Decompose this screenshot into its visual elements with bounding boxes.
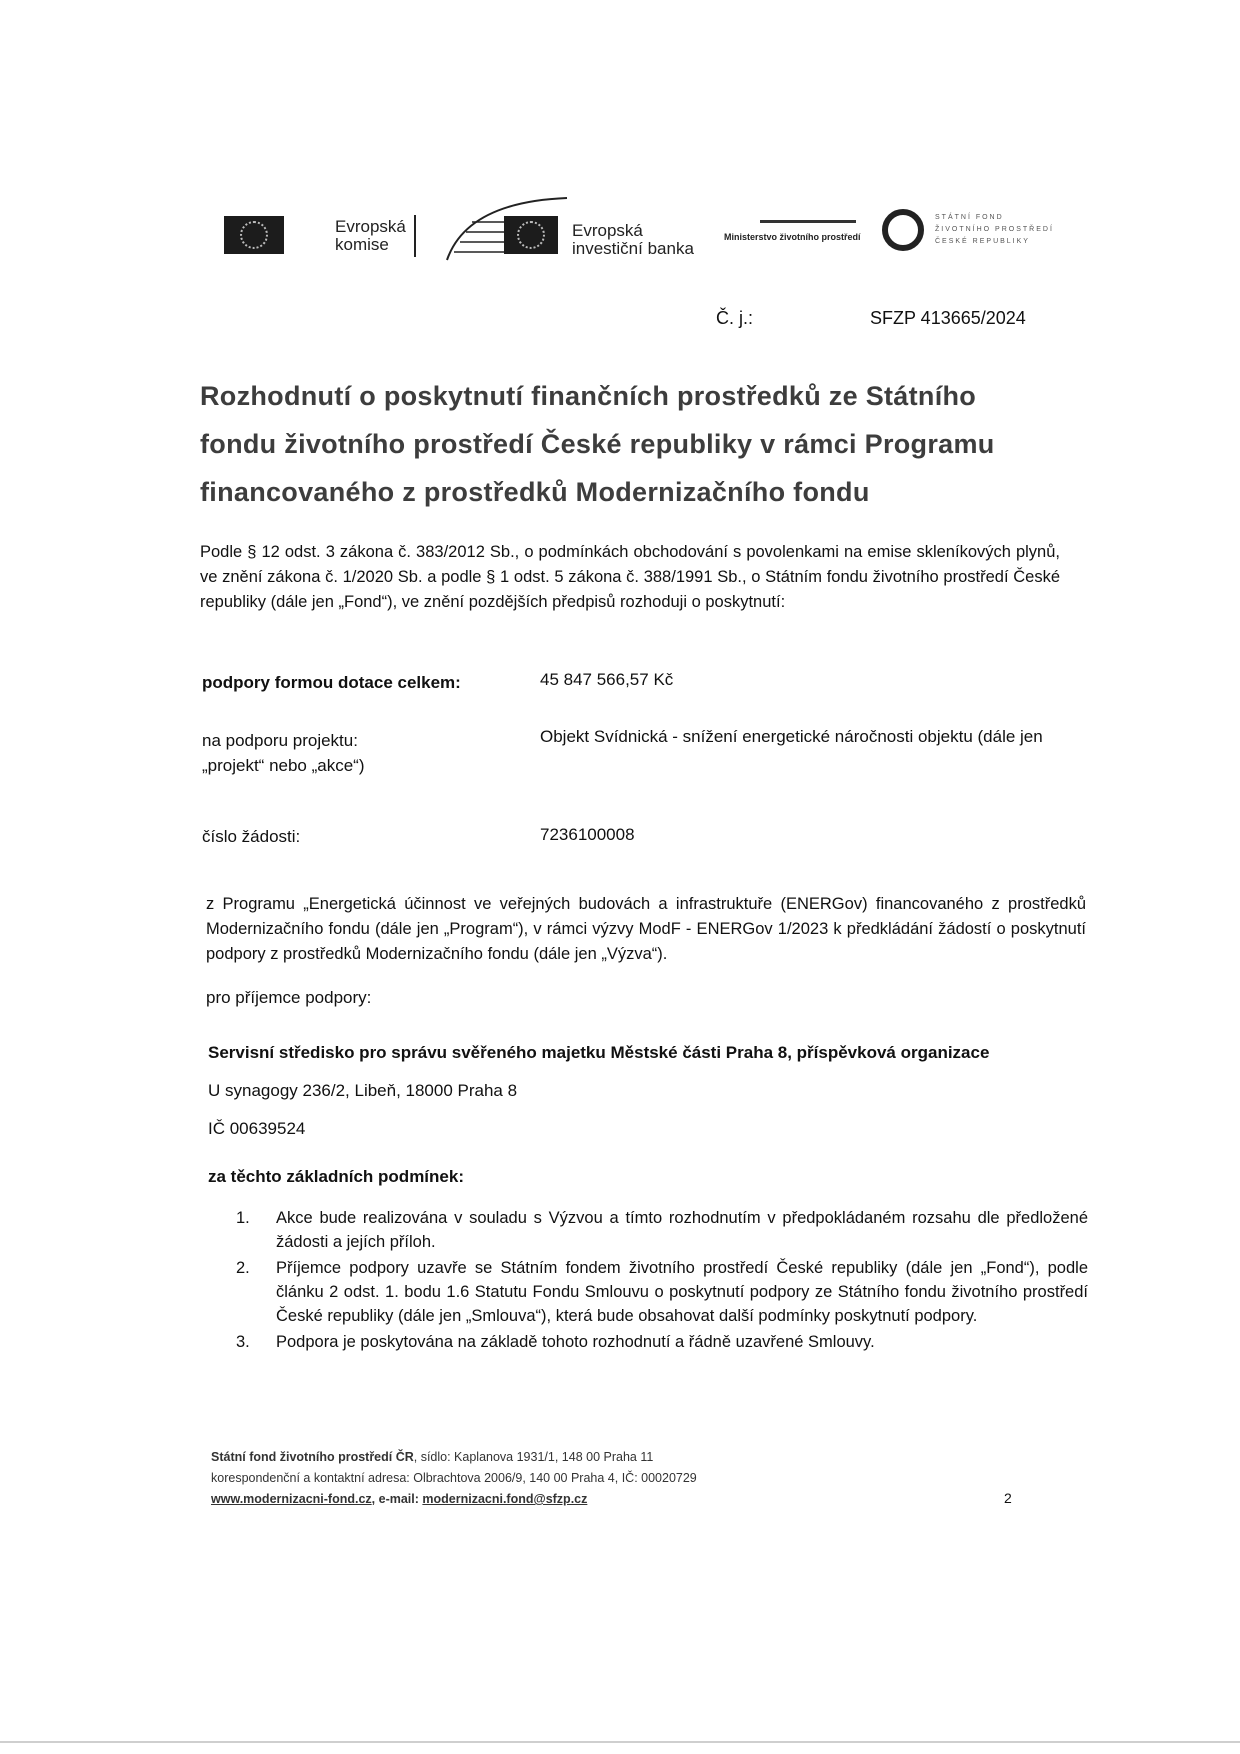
footer-email-label: , e-mail:: [371, 1492, 423, 1506]
project-value: Objekt Svídnická - snížení energetické náročnosti objektu (dále jen: [540, 727, 1043, 746]
intro-paragraph: Podle § 12 odst. 3 zákona č. 383/2012 Sb., o podmínkách obchodování s povolenkami na emise skleníkových plynů, ve znění zákona č. 1/2020 Sb. a podle § 1 odst. 5 zákona č. 388/1991 Sb., o Státním fondu životního prostředí České republiky (dále jen „Fond“), ve znění pozdějších předpisů rozhoduji o poskytnutí:: [200, 543, 1060, 611]
conditions-heading: za těchto základních podmínek:: [208, 1167, 464, 1186]
list-item-number: 3.: [236, 1333, 250, 1351]
list-item-text: Podpora je poskytována na základě tohoto rozhodnutí a řádně uzavřené Smlouvy.: [276, 1333, 875, 1351]
footer-web-link[interactable]: www.modernizacni-fond.cz: [211, 1492, 372, 1506]
logo-sfzp-text: STÁTNÍ FOND ŽIVOTNÍHO PROSTŘEDÍ ČESKÉ REPUBLIKY: [935, 214, 1054, 245]
recipient-label: pro příjemce podpory:: [206, 988, 372, 1007]
list-item-text: Akce bude realizována v souladu s Výzvou a tímto rozhodnutím v předpokládaném rozsahu dle předložené žádosti a jejích příloh.: [276, 1209, 1088, 1251]
list-item-text: Příjemce podpory uzavře se Státním fondem životního prostředí České republiky (dále jen „Fond“), podle článku 2 odst. 1. bodu 1.6 Statutu Fondu Smlouvu o poskytnutí podpory ze Státního fondu životního prostředí České republiky (dále jen „Smlouva“), která bude obsahovat další podmínky poskytnutí podpory.: [276, 1259, 1088, 1325]
page-number: 2: [1004, 1490, 1012, 1506]
recipient-address: U synagogy 236/2, Libeň, 18000 Praha 8: [208, 1081, 518, 1100]
logo-evropska-investicni-banka: Evropská investiční banka: [572, 221, 694, 258]
request-label: číslo žádosti:: [202, 827, 301, 846]
eib-flag-icon: [504, 216, 558, 254]
conditions-list: [236, 1206, 1088, 1356]
mzp-line: [760, 220, 856, 223]
footer-line-3: [211, 1489, 771, 1510]
list-item: [236, 1330, 1088, 1354]
document-title: [200, 372, 1100, 516]
list-item-number: 2.: [236, 1259, 250, 1277]
support-label: podpory formou dotace celkem:: [202, 673, 461, 692]
request-value: 7236100008: [540, 825, 635, 844]
logo-ministerstvo: Ministerstvo životního prostředí: [724, 232, 861, 242]
recipient-name: Servisní středisko pro správu svěřeného majetku Městské části Praha 8, příspěvková organizace: [208, 1043, 990, 1062]
reference-value: SFZP 413665/2024: [870, 308, 1026, 328]
recipient-ic: IČ 00639524: [208, 1119, 306, 1138]
eu-flag-icon: [224, 216, 284, 254]
footer-line-1: [211, 1447, 771, 1468]
support-value: 45 847 566,57 Kč: [540, 670, 674, 689]
list-item: [236, 1206, 1088, 1254]
reference-label: Č. j.:: [716, 308, 754, 328]
program-paragraph: z Programu „Energetická účinnost ve veřejných budovách a infrastruktuře (ENERGov) financovaného z prostředků Modernizačního fondu (dále jen „Program“), v rámci výzvy ModF - ENERGov 1/2023 k předkládání žádostí o poskytnutí podpory z prostředků Modernizačního fondu (dále jen „Výzva“).: [206, 895, 1086, 963]
footer: [211, 1447, 771, 1510]
project-label: na podporu projektu: „projekt“ nebo „akce“): [202, 731, 365, 775]
footer-email-link[interactable]: modernizacni.fond@sfzp.cz: [422, 1492, 588, 1506]
sfzp-logo-icon: [881, 208, 925, 252]
title-line-2: fondu životního prostředí České republiky v rámci Programu: [200, 429, 995, 459]
logo-evropska-komise: Evropská komise: [335, 217, 406, 254]
scan-edge-line: [0, 1741, 1240, 1743]
list-item-number: 1.: [236, 1209, 250, 1227]
footer-org: Státní fond životního prostředí ČR: [211, 1450, 414, 1464]
list-item: [236, 1256, 1088, 1328]
title-line-3: financovaného z prostředků Modernizačního fondu: [200, 477, 870, 507]
logo-divider: [414, 215, 416, 257]
footer-line-2: korespondenční a kontaktní adresa: Olbrachtova 2006/9, 140 00 Praha 4, IČ: 00020729: [211, 1471, 697, 1485]
title-line-1: Rozhodnutí o poskytnutí finančních prostředků ze Státního: [200, 381, 977, 411]
footer-seat: , sídlo: Kaplanova 1931/1, 148 00 Praha 11: [413, 1450, 654, 1464]
